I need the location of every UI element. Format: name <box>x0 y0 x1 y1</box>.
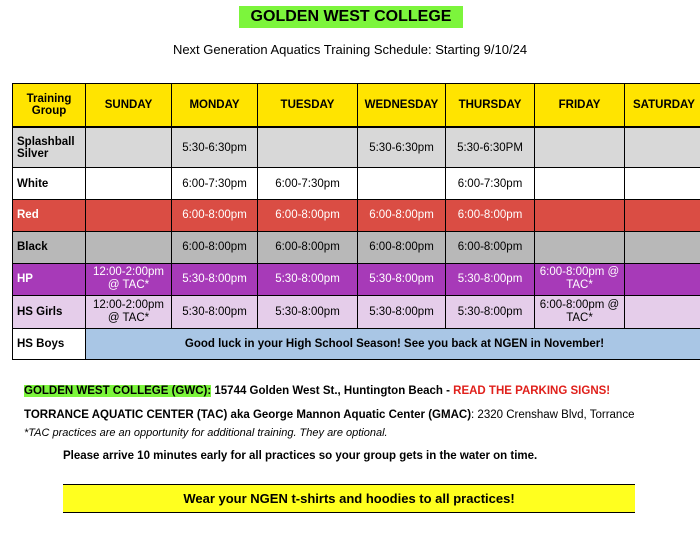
time-cell <box>535 168 625 200</box>
time-cell <box>535 127 625 168</box>
schedule-table <box>12 83 700 360</box>
table-row <box>13 231 700 263</box>
header-saturday: SATURDAY <box>625 84 700 128</box>
header-friday: FRIDAY <box>535 84 625 128</box>
time-cell <box>86 168 172 200</box>
header-monday: MONDAY <box>172 84 258 128</box>
time-cell <box>258 127 358 168</box>
group-name: HS Girls <box>13 296 86 329</box>
group-name: White <box>13 168 86 200</box>
time-cell: 6:00-7:30pm <box>446 168 535 200</box>
table-row <box>13 329 700 360</box>
time-cell <box>625 127 700 168</box>
tac-location <box>24 409 634 421</box>
group-name: Splashball Silver <box>13 127 86 168</box>
time-cell: 6:00-8:00pm <box>446 200 535 232</box>
time-cell: 5:30-6:30pm <box>172 127 258 168</box>
header-wednesday: WEDNESDAY <box>358 84 446 128</box>
time-cell: 5:30-8:00pm <box>446 263 535 296</box>
tac-label: TORRANCE AQUATIC CENTER (TAC) aka George Mannon Aquatic Center (GMAC) <box>24 409 472 421</box>
time-cell: 5:30-8:00pm <box>258 263 358 296</box>
hs-boys-message: Good luck in your High School Season! See you back at NGEN in November! <box>86 329 700 360</box>
time-cell: 6:00-8:00pm @ TAC* <box>535 296 625 329</box>
time-cell <box>535 231 625 263</box>
time-cell <box>86 231 172 263</box>
header-thursday: THURSDAY <box>446 84 535 128</box>
parking-warning: READ THE PARKING SIGNS! <box>453 385 611 397</box>
header-tuesday: TUESDAY <box>258 84 358 128</box>
time-cell <box>86 200 172 232</box>
time-cell: 5:30-8:00pm <box>172 296 258 329</box>
time-cell <box>535 200 625 232</box>
time-cell: 5:30-8:00pm <box>258 296 358 329</box>
group-name: Red <box>13 200 86 232</box>
table-row <box>13 127 700 168</box>
time-cell: 5:30-8:00pm <box>358 296 446 329</box>
time-cell: 12:00-2:00pm @ TAC* <box>86 296 172 329</box>
gwc-label: GOLDEN WEST COLLEGE (GWC): <box>24 385 212 397</box>
time-cell <box>625 296 700 329</box>
time-cell: 6:00-8:00pm <box>258 231 358 263</box>
group-name: HS Boys <box>13 329 86 360</box>
gwc-address: 15744 Golden West St., Huntington Beach - <box>211 385 454 397</box>
shirt-banner: Wear your NGEN t-shirts and hoodies to all practices! <box>63 484 635 513</box>
table-row <box>13 263 700 296</box>
time-cell: 5:30-8:00pm <box>172 263 258 296</box>
schedule-subtitle: Next Generation Aquatics Training Schedule: Starting 9/10/24 <box>172 42 528 57</box>
header-training-group: Training Group <box>13 84 86 128</box>
time-cell <box>358 168 446 200</box>
time-cell <box>625 231 700 263</box>
table-row <box>13 296 700 329</box>
time-cell: 6:00-8:00pm <box>172 200 258 232</box>
time-cell <box>625 168 700 200</box>
time-cell <box>86 127 172 168</box>
time-cell: 6:00-7:30pm <box>172 168 258 200</box>
header-row <box>13 84 700 128</box>
tac-note: *TAC practices are an opportunity for additional training. They are optional. <box>24 427 388 439</box>
table-row <box>13 168 700 200</box>
time-cell: 6:00-8:00pm <box>172 231 258 263</box>
time-cell: 6:00-8:00pm <box>258 200 358 232</box>
time-cell <box>625 200 700 232</box>
time-cell: 5:30-6:30PM <box>446 127 535 168</box>
page-title: GOLDEN WEST COLLEGE <box>239 6 463 28</box>
time-cell <box>625 263 700 296</box>
table-row <box>13 200 700 232</box>
group-name: HP <box>13 263 86 296</box>
time-cell: 5:30-8:00pm <box>358 263 446 296</box>
time-cell: 6:00-8:00pm <box>358 231 446 263</box>
time-cell: 6:00-8:00pm @ TAC* <box>535 263 625 296</box>
time-cell: 12:00-2:00pm @ TAC* <box>86 263 172 296</box>
group-name: Black <box>13 231 86 263</box>
time-cell: 6:00-7:30pm <box>258 168 358 200</box>
time-cell: 6:00-8:00pm <box>358 200 446 232</box>
time-cell: 5:30-8:00pm <box>446 296 535 329</box>
time-cell: 6:00-8:00pm <box>446 231 535 263</box>
arrival-notice: Please arrive 10 minutes early for all practices so your group gets in the water on time. <box>63 450 538 462</box>
gwc-location <box>24 385 610 397</box>
header-sunday: SUNDAY <box>86 84 172 128</box>
tac-address: : 2320 Crenshaw Blvd, Torrance <box>471 409 635 421</box>
time-cell: 5:30-6:30pm <box>358 127 446 168</box>
